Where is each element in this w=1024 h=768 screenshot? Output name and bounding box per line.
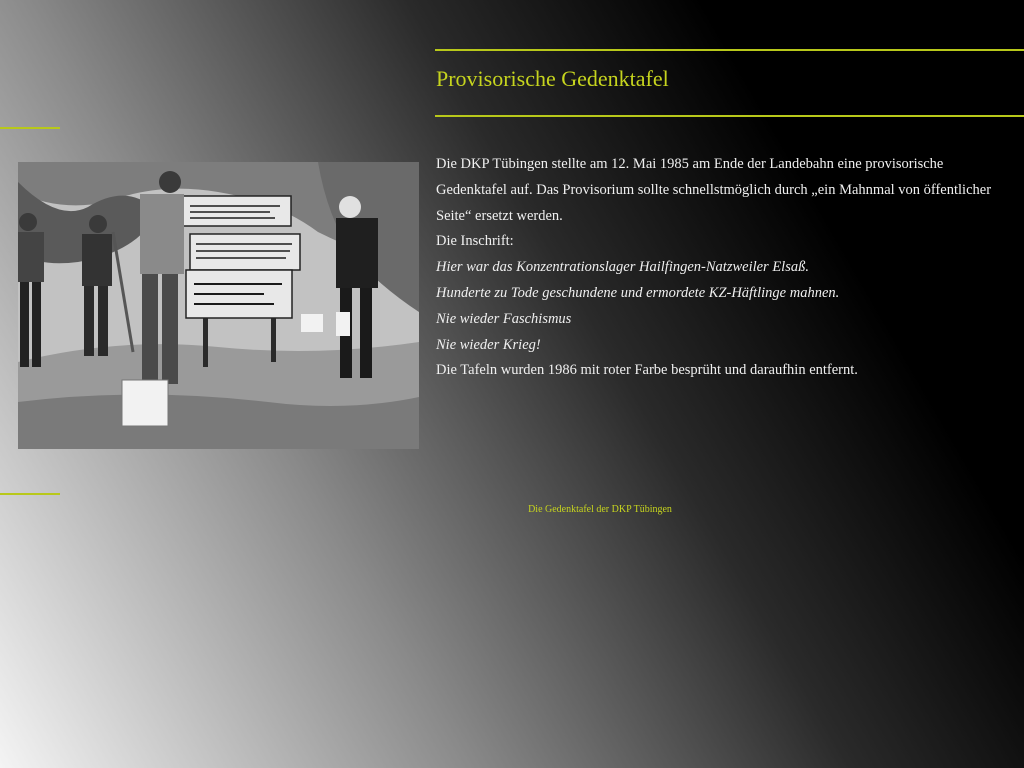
slide-title: Provisorische Gedenktafel (436, 66, 669, 91)
closing-paragraph: Die Tafeln wurden 1986 mit roter Farbe besprüht und daraufhin entfernt. (436, 362, 858, 379)
left-accent-line-bottom (0, 493, 60, 495)
inscription-label: Die Inschrift: (436, 233, 514, 250)
memorial-sign-3 (186, 270, 292, 318)
photo-caption: Die Gedenktafel der DKP Tübingen (528, 504, 672, 515)
inscription-line: Hunderte zu Tode geschundene und ermordete KZ-Häftlinge mahnen. (436, 284, 840, 301)
memorial-photo (18, 162, 419, 449)
memorial-sign-1 (183, 196, 291, 226)
inscription-line: Hier war das Konzentrationslager Hailfingen-Natzweiler Elsaß. (436, 259, 809, 276)
title-top-rule (435, 49, 1024, 51)
title-bottom-rule (435, 115, 1024, 117)
inscription-line: Nie wieder Faschismus (436, 310, 572, 327)
left-accent-line-top (0, 127, 60, 129)
memorial-sign-2 (190, 234, 300, 270)
inscription-line: Nie wieder Krieg! (436, 336, 541, 353)
intro-paragraph: Die DKP Tübingen stellte am 12. Mai 1985 am Ende der Landebahn eine provisorische Gedenktafel auf. Das Provisorium sollte schnellstmöglich durch „ein Mahnmal von öffentlicher Seite“ ersetzt werden. (436, 156, 992, 224)
slide-body (436, 152, 1006, 384)
